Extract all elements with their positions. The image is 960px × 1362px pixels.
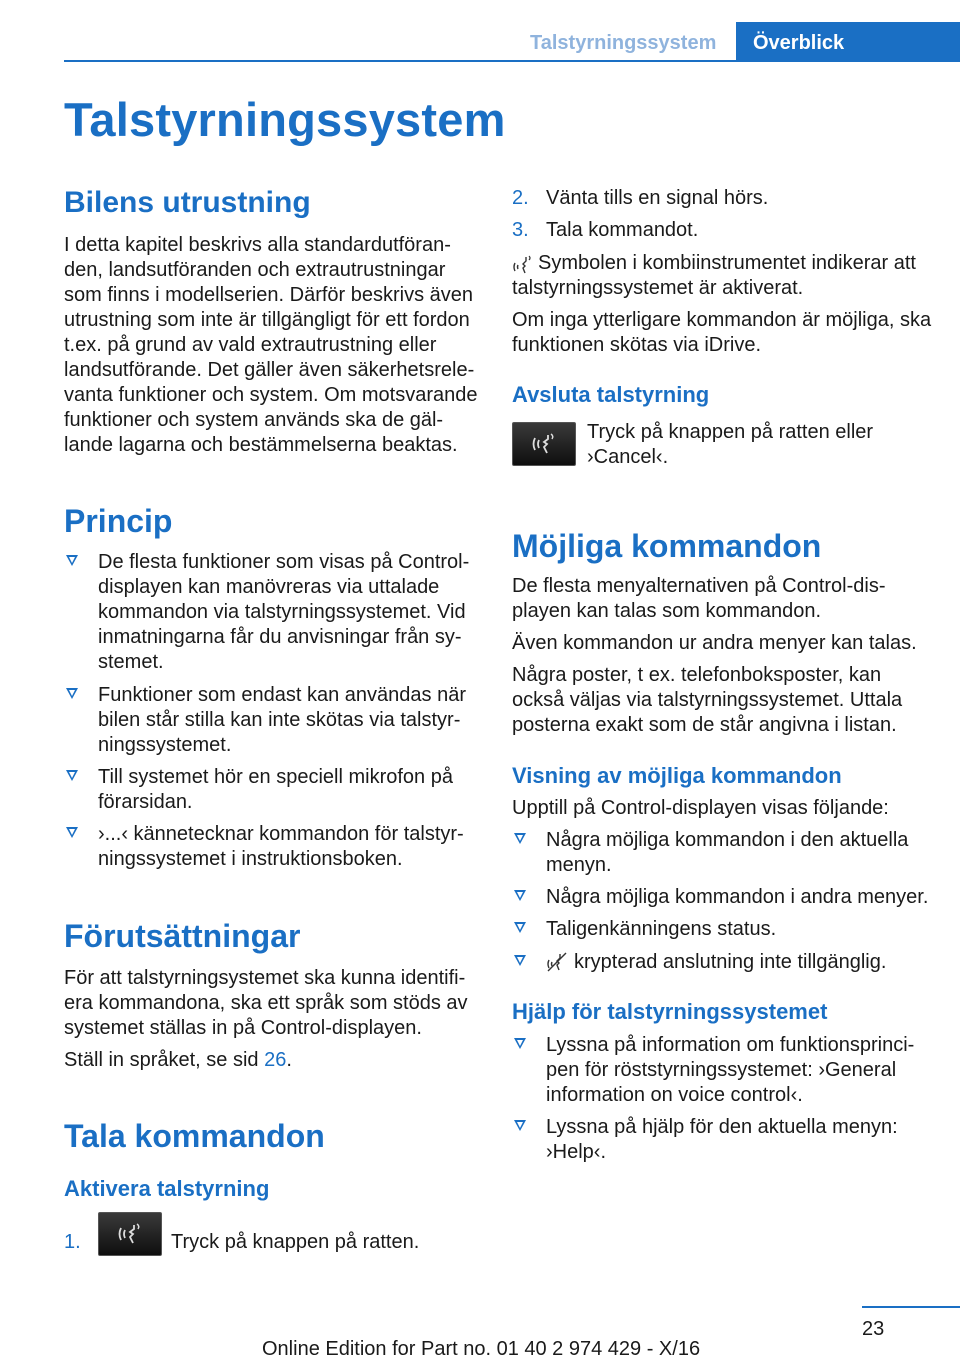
voice-button-icon [98,1212,162,1256]
language-reference: Ställ in språket, se sid 26. [64,1049,292,1071]
header-tab[interactable]: Överblick [736,22,960,62]
end-text: Tryck på knappen på ratten eller ›Cancel‹. [587,421,874,468]
step-1-text: Tryck på knappen på ratten. [171,1231,420,1253]
symbol-text: Symbolen i kombiinstrumentet indikerar att talstyrningssystemet är aktiverat. [512,252,916,299]
step-number: 1. [64,1231,81,1253]
prerequisites-text: För att talstyrningsystemet ska kunna identifi‐ era kommandona, ska ett språk som stöds av systemet ställas in på Control-displayen. [64,967,468,1039]
possible-p1: De flesta menyalternativen på Control-dis‐ playen kan talas som kommandon. [512,575,886,622]
header-divider [64,60,960,62]
help-heading: Hjälp för talstyrningssystemet [512,999,828,1024]
end-heading: Avsluta talstyrning [512,382,710,407]
equipment-text: I detta kapitel beskrivs alla standardutföran‐ den, landsutföranden och extrautrustningar som finns i modellserien. Därför beskrivs även utrustning som inte är tillgängligt för ett fordon t.ex. på grund av vald extrautrustning eller landsutförande. Det gäller även säkerhetsrele‐ vanta funktioner och system. Om motsvarande funktioner och system används ska de gäl‐ lande lagarna och bestämmelserna beaktas. [64,234,478,456]
speak-heading: Tala kommandon [64,1118,325,1154]
equipment-heading: Bilens utrustning [64,186,311,219]
header-section-label: Talstyrningssystem [530,32,717,54]
display-intro: Upptill på Control-displayen visas följande: [512,797,889,819]
footer-divider [862,1306,960,1308]
display-heading: Visning av möjliga kommandon [512,763,842,788]
bullet-triangle-icon [66,688,78,699]
possible-heading: Möjliga kommandon [512,528,822,564]
page-number: 23 [862,1318,885,1340]
edition-note: Online Edition for Part no. 01 40 2 974 429 - X/16 [262,1338,701,1360]
bullet-triangle-icon [514,922,526,933]
voice-button-icon [512,422,576,466]
bullet-triangle-icon [66,555,78,566]
bullet-triangle-icon [514,1120,526,1131]
voice-crossed-icon [546,951,568,973]
principle-heading: Princip [64,503,173,539]
bullet-triangle-icon [514,1038,526,1049]
possible-p2: Även kommandon ur andra menyer kan talas. [512,632,917,654]
activate-subheading: Aktivera talstyrning [64,1176,270,1201]
bullet-triangle-icon [66,770,78,781]
bullet-triangle-icon [66,827,78,838]
bullet-triangle-icon [514,890,526,901]
bullet-triangle-icon [514,955,526,966]
possible-p3: Några poster, t ex. telefonboksposter, kan också väljas via talstyrningssystemet. Uttala posterna exakt som de står angivna i listan. [512,664,903,736]
bullet-triangle-icon [514,833,526,844]
page-title: Talstyrningssystem [64,93,506,146]
prerequisites-heading: Förutsättningar [64,918,301,954]
page-link[interactable]: 26 [264,1049,287,1071]
further-text: Om inga ytterligare kommandon är möjliga, ska funktionen skötas via iDrive. [512,309,932,356]
